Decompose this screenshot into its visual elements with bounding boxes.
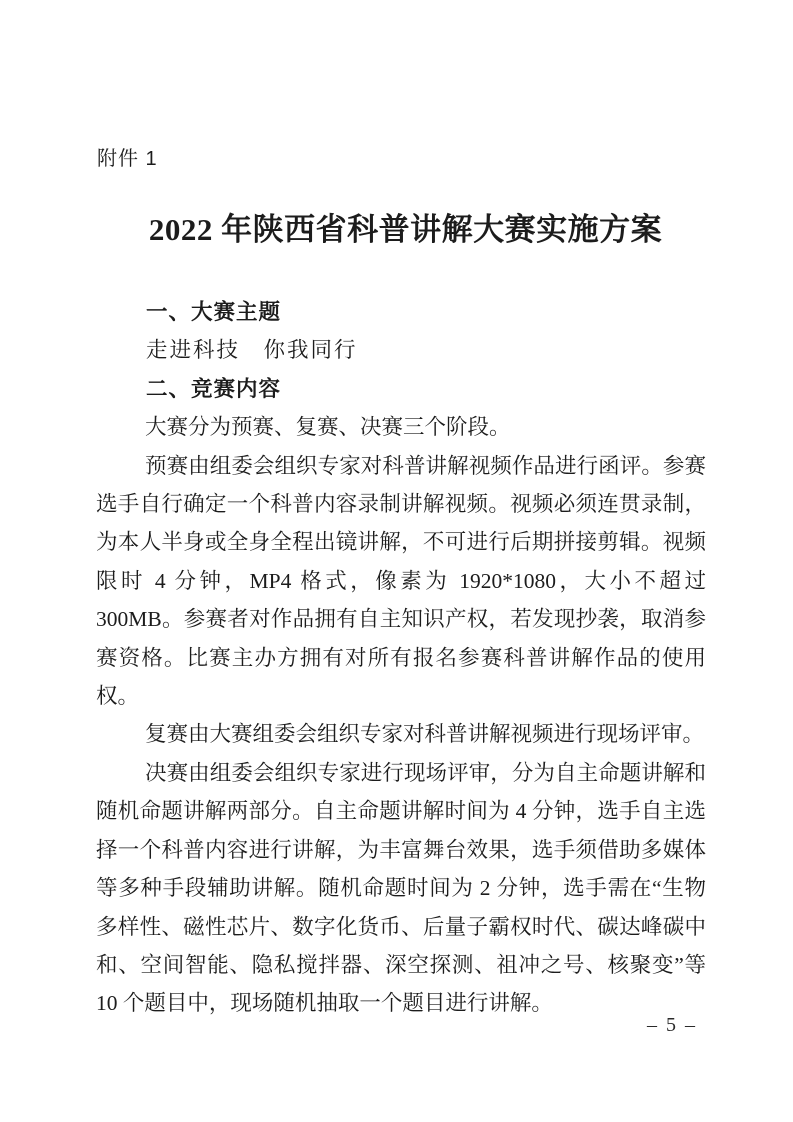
- document-body: [96, 293, 706, 1023]
- paragraph-preliminary-round: 预赛由组委会组织专家对科普讲解视频作品进行函评。参赛选手自行确定一个科普内容录制讲解视频。视频必须连贯录制，为本人半身或全身全程出镜讲解，不可进行后期拼接剪辑。视频限时 4 分钟，MP4 格式，像素为 1920*1080，大小不超过 300MB。参赛者对作品拥有自主知识产权，若发现抄袭，取消参赛资格。比赛主办方拥有对所有报名参赛科普讲解作品的使用权。: [96, 453, 706, 709]
- document-title: 2022 年陕西省科普讲解大赛实施方案: [148, 212, 663, 247]
- page-number: – 5 –: [647, 1014, 697, 1036]
- section-heading-competition-theme: 一、大赛主题: [146, 300, 282, 324]
- theme-slogan-text: 走进科技 你我同行: [146, 338, 358, 363]
- attachment-label: 附件 1: [97, 148, 158, 170]
- paragraph-final-round: 决赛由组委会组织专家进行现场评审，分为自主命题讲解和随机命题讲解两部分。自主命题讲解时间为 4 分钟，选手自主选择一个科普内容进行讲解，为丰富舞台效果，选手须借助多媒体等多种手段辅助讲解。随机命题时间为 2 分钟，选手需在“生物多样性、磁性芯片、数字化货币、后量子霸权时代、碳达峰碳中和、空间智能、隐私搅拌器、深空探测、祖冲之号、核聚变”等 10 个题目中，现场随机抽取一个题目进行讲解。: [96, 760, 706, 1016]
- section-heading-competition-content: 二、竞赛内容: [146, 376, 282, 401]
- paragraph-semifinal-round: 复赛由大赛组委会组织专家对科普讲解视频进行现场评审。: [145, 722, 705, 747]
- paragraph-stages-overview: 大赛分为预赛、复赛、决赛三个阶段。: [145, 415, 511, 440]
